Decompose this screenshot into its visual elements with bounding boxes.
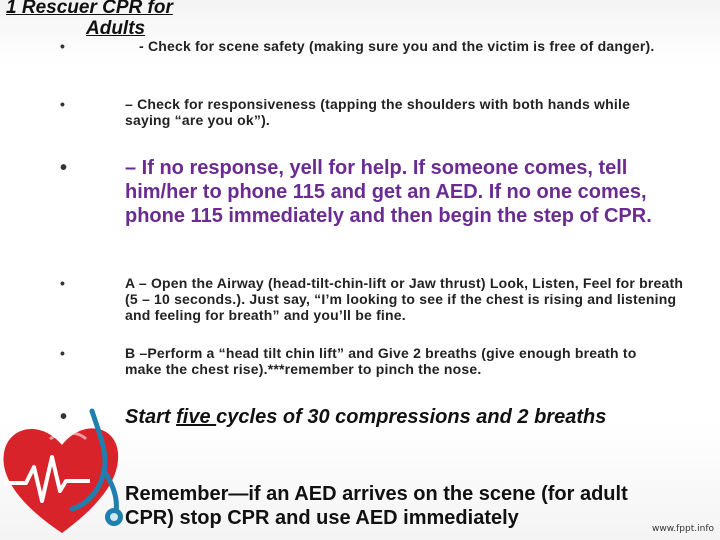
slide-title-line2: Adults bbox=[86, 18, 146, 39]
step-call-for-help: – If no response, yell for help. If someone comes, tell him/her to phone 115 and get an AED. If no one comes, phone 115 immediately and then begin the step of CPR. bbox=[125, 157, 652, 227]
bullet-marker: • bbox=[60, 345, 66, 361]
step-scene-safety: - Check for scene safety (making sure you and the victim is free of danger). bbox=[139, 38, 655, 54]
step-open-airway: A – Open the Airway (head-tilt-chin-lift or Jaw thrust) Look, Listen, Feel for breath (5 – 10 seconds.). Just say, “I’m looking to see if the chest is rising and listening and feeling for breath” and you’ll be fine. bbox=[125, 275, 684, 323]
step-check-responsiveness: – Check for responsiveness (tapping the shoulders with both hands while saying “are you ok”). bbox=[125, 96, 631, 128]
heart-stethoscope-icon bbox=[0, 405, 130, 540]
compressions-text-end: cycles of 30 compressions and 2 breaths bbox=[216, 406, 607, 428]
compressions-count: five bbox=[176, 406, 217, 428]
step-aed-reminder: Remember—if an AED arrives on the scene (for adult CPR) stop CPR and use AED immediately bbox=[125, 483, 628, 529]
slide-title-line1: 1 Rescuer CPR for bbox=[6, 0, 173, 18]
bullet-marker: • bbox=[60, 96, 66, 112]
bullet-marker: • bbox=[60, 275, 66, 291]
compressions-text-start: Start bbox=[125, 406, 177, 428]
watermark: www.fppt.info bbox=[652, 524, 714, 534]
bullet-marker: • bbox=[60, 157, 68, 179]
step-compressions bbox=[125, 405, 665, 429]
bullet-marker: • bbox=[60, 406, 68, 428]
bullet-marker: • bbox=[60, 38, 66, 54]
step-give-breaths: B –Perform a “head tilt chin lift” and Give 2 breaths (give enough breath to make the chest rise).***remember to pinch the nose. bbox=[125, 345, 637, 377]
